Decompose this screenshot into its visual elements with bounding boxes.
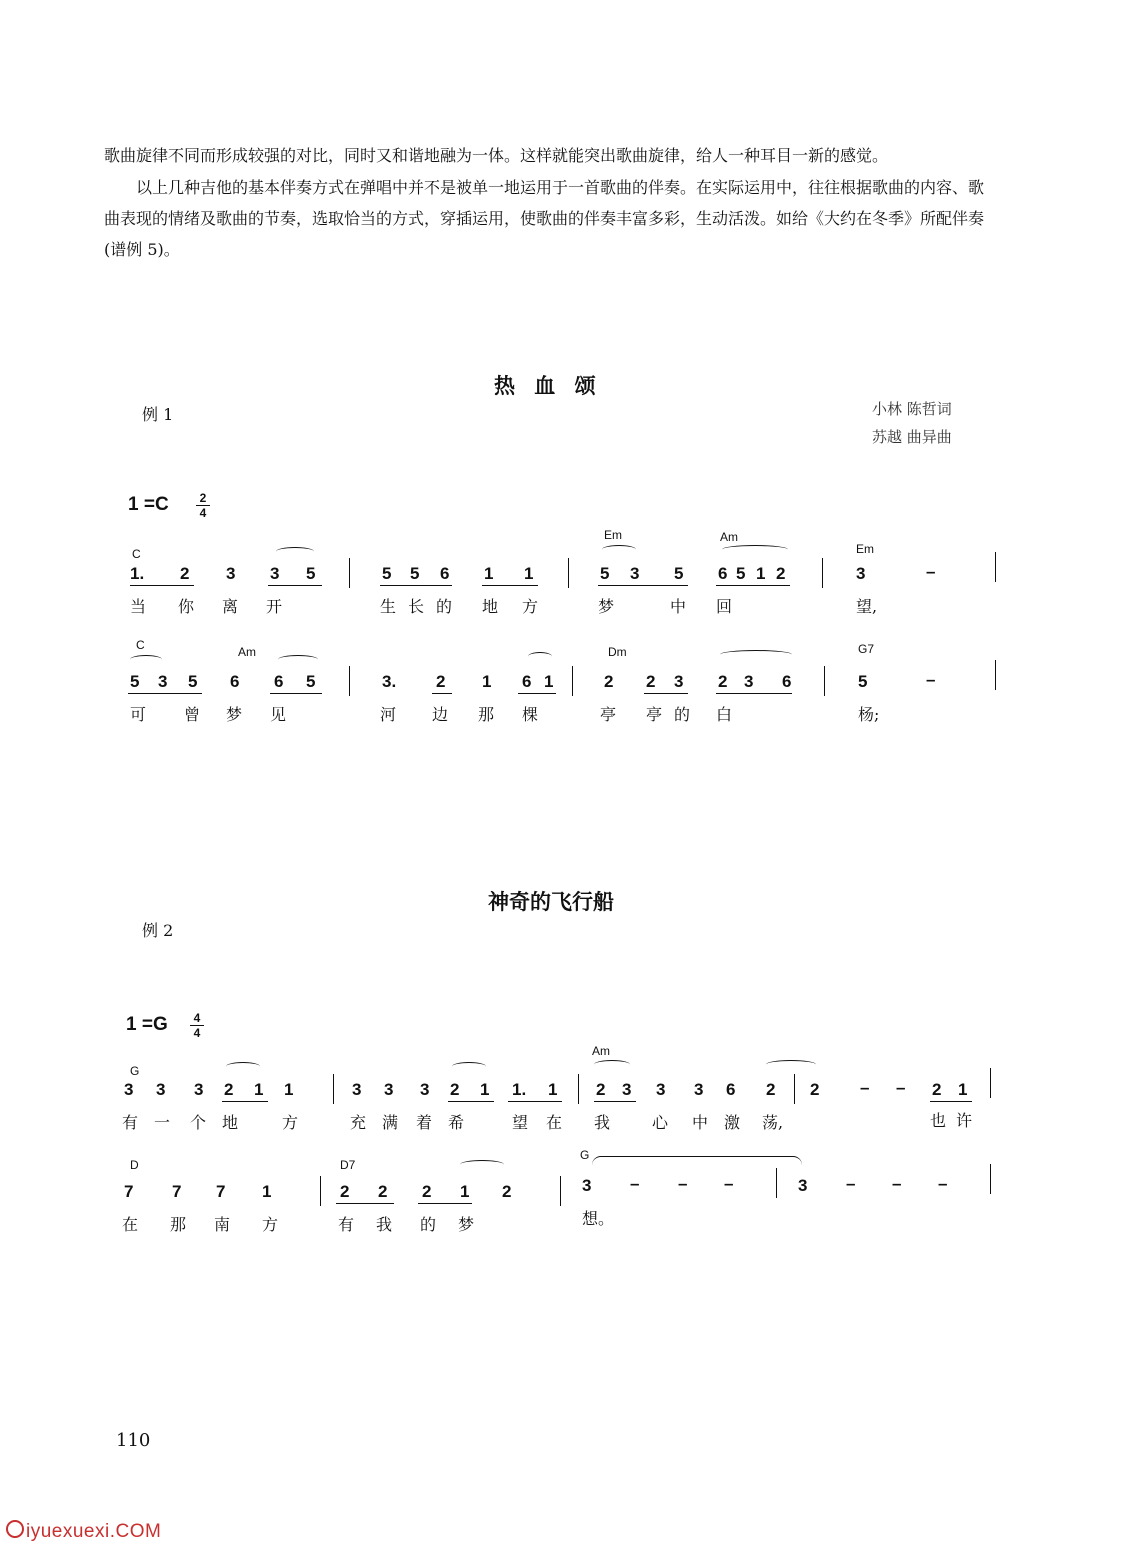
barline — [824, 666, 825, 696]
note: 7 — [216, 1182, 226, 1201]
beam — [930, 1101, 972, 1102]
note: – — [926, 670, 936, 689]
beam — [130, 585, 194, 586]
note: 1 — [482, 672, 492, 691]
barline — [794, 1074, 795, 1104]
lyric: 可 — [130, 705, 147, 724]
beam — [598, 585, 688, 586]
chord: Dm — [608, 645, 627, 659]
note: 1 — [958, 1080, 968, 1099]
note: 3 — [674, 672, 684, 691]
note: 6 — [230, 672, 240, 691]
note: 2 — [422, 1182, 432, 1201]
chord: G — [580, 1148, 590, 1162]
note: – — [846, 1174, 856, 1193]
lyric: 望, — [856, 597, 878, 616]
note: – — [630, 1174, 640, 1193]
lyric: 开 — [266, 597, 283, 616]
note: 3 — [124, 1080, 134, 1099]
lyric: 生 — [380, 597, 397, 616]
watermark-text: iyuexuexi.COM — [26, 1521, 162, 1542]
lyric: 希 — [448, 1113, 465, 1132]
note: 3 — [158, 672, 168, 691]
lyric: 心 — [652, 1113, 669, 1132]
tie — [278, 655, 318, 664]
note: 3 — [582, 1176, 592, 1195]
note: 1. — [130, 564, 145, 583]
lyric: 梦 — [598, 597, 615, 616]
tie — [528, 652, 552, 661]
note: 1 — [262, 1182, 272, 1201]
lyric: 南 — [214, 1215, 231, 1234]
credit-music-1: 苏越 曲异曲 — [872, 428, 952, 446]
note: 3 — [622, 1080, 632, 1099]
example-label-1: 例 1 — [142, 405, 174, 424]
lyric: 中 — [692, 1113, 709, 1132]
note: 3 — [352, 1080, 362, 1099]
lyric: 在 — [122, 1215, 139, 1234]
note: – — [896, 1078, 906, 1097]
watermark — [6, 1520, 161, 1543]
note: 5 — [188, 672, 198, 691]
note: 1 — [756, 564, 766, 583]
lyric: 荡, — [762, 1113, 784, 1132]
note: 3 — [744, 672, 754, 691]
note: 5 — [130, 672, 140, 691]
note: 3 — [630, 564, 640, 583]
note: – — [926, 562, 936, 581]
tie — [460, 1160, 504, 1169]
note: – — [938, 1174, 948, 1193]
lyric: 的 — [420, 1215, 437, 1234]
tie — [602, 545, 636, 554]
note: 2 — [340, 1182, 350, 1201]
note: – — [860, 1078, 870, 1097]
barline — [578, 1074, 579, 1104]
lyric: 激 — [724, 1113, 741, 1132]
note: 2 — [766, 1080, 776, 1099]
note: 2 — [450, 1080, 460, 1099]
chord: C — [132, 547, 141, 561]
note: 2 — [180, 564, 190, 583]
lyric: 你 — [178, 597, 195, 616]
note: 5 — [410, 564, 420, 583]
barline — [320, 1176, 321, 1206]
note: 1. — [512, 1080, 527, 1099]
note: 2 — [810, 1080, 820, 1099]
tie — [594, 1060, 630, 1069]
beam — [644, 693, 688, 694]
note: 6 — [274, 672, 284, 691]
note: 5 — [858, 672, 868, 691]
lyric: 有 — [338, 1215, 355, 1234]
lyric: 河 — [380, 705, 397, 724]
lyric: 亭 — [646, 705, 663, 724]
tie — [720, 650, 792, 659]
beam — [432, 693, 452, 694]
lyric: 那 — [170, 1215, 187, 1234]
barline — [349, 558, 350, 588]
note: 3 — [194, 1080, 204, 1099]
key-signature-2: 1 =G — [126, 1014, 168, 1035]
note: – — [892, 1174, 902, 1193]
time-signature-2 — [190, 1012, 204, 1039]
barline — [349, 666, 350, 696]
note: 3 — [156, 1080, 166, 1099]
lyric: 的 — [674, 705, 691, 724]
tie — [226, 1062, 260, 1071]
paragraph-1: 歌曲旋律不同而形成较强的对比，同时又和谐地融为一体。这样就能突出歌曲旋律，给人一种耳目一新的感觉。 — [104, 146, 889, 165]
note: 2 — [932, 1080, 942, 1099]
note: 5 — [736, 564, 746, 583]
lyric: 有 — [122, 1113, 139, 1132]
note: 2 — [604, 672, 614, 691]
lyric: 个 — [190, 1113, 207, 1132]
note: 3. — [382, 672, 397, 691]
beam — [482, 585, 538, 586]
barline — [990, 1164, 991, 1194]
lyric: 方 — [282, 1113, 299, 1132]
note: 5 — [674, 564, 684, 583]
note: 3 — [420, 1080, 430, 1099]
lyric: 方 — [262, 1215, 279, 1234]
barline — [995, 660, 996, 690]
time-top-2: 4 — [193, 1011, 201, 1025]
note: 1 — [254, 1080, 264, 1099]
page-number: 110 — [116, 1430, 151, 1451]
chord: D7 — [340, 1158, 356, 1172]
note: 6 — [782, 672, 792, 691]
chord: D — [130, 1158, 139, 1172]
note: 5 — [382, 564, 392, 583]
note: 7 — [172, 1182, 182, 1201]
barline — [995, 552, 996, 582]
lyric: 也 — [930, 1111, 947, 1130]
lyric: 的 — [436, 597, 453, 616]
lyric: 边 — [432, 705, 449, 724]
chord: Am — [592, 1044, 610, 1058]
beam — [336, 1203, 394, 1204]
note: 3 — [270, 564, 280, 583]
beam — [716, 585, 790, 586]
chord: G7 — [858, 642, 875, 656]
barline — [333, 1074, 334, 1104]
note: 6 — [440, 564, 450, 583]
note: 2 — [436, 672, 446, 691]
barline — [568, 558, 569, 588]
lyric: 一 — [154, 1113, 171, 1132]
lyric: 白 — [716, 705, 733, 724]
lyric: 满 — [382, 1113, 399, 1132]
lyric: 那 — [478, 705, 495, 724]
lyric: 望 — [512, 1113, 529, 1132]
note: 1 — [544, 672, 554, 691]
barline — [822, 558, 823, 588]
lyric: 当 — [130, 597, 147, 616]
beam — [268, 585, 322, 586]
tie — [592, 1156, 802, 1165]
beam — [128, 693, 202, 694]
note: 2 — [776, 564, 786, 583]
note: 5 — [306, 564, 316, 583]
chord: Em — [604, 528, 622, 542]
lyric: 我 — [594, 1113, 611, 1132]
lyric: 离 — [222, 597, 239, 616]
note: 2 — [596, 1080, 606, 1099]
beam — [594, 1101, 636, 1102]
note: 2 — [224, 1080, 234, 1099]
tie — [130, 655, 162, 664]
lyric: 充 — [350, 1113, 367, 1132]
note: – — [724, 1174, 734, 1193]
tie — [452, 1062, 486, 1071]
lyric: 长 — [408, 597, 425, 616]
barline — [560, 1176, 561, 1206]
note: 1 — [548, 1080, 558, 1099]
lyric: 想。 — [582, 1209, 615, 1228]
note: 1 — [484, 564, 494, 583]
chord: G — [130, 1064, 140, 1078]
time-bottom-1: 4 — [199, 506, 207, 520]
beam — [448, 1101, 494, 1102]
note: 3 — [798, 1176, 808, 1195]
key-signature-1: 1 =C — [128, 494, 169, 515]
q-logo-icon — [6, 1520, 24, 1538]
lyric: 在 — [546, 1113, 563, 1132]
note: 2 — [718, 672, 728, 691]
example-label-2: 例 2 — [142, 921, 174, 940]
song-title-2: 神奇的飞行船 — [488, 890, 614, 914]
beam — [270, 693, 322, 694]
tie — [722, 545, 788, 554]
lyric: 着 — [416, 1113, 433, 1132]
note: 3 — [384, 1080, 394, 1099]
beam — [518, 693, 556, 694]
note: 3 — [694, 1080, 704, 1099]
lyric: 亭 — [600, 705, 617, 724]
note: 6 — [522, 672, 532, 691]
note: 2 — [378, 1182, 388, 1201]
lyric: 棵 — [522, 705, 539, 724]
barline — [572, 666, 573, 696]
time-top-1: 2 — [199, 491, 207, 505]
note: 1 — [284, 1080, 294, 1099]
note: 5 — [306, 672, 316, 691]
lyric: 梦 — [226, 705, 243, 724]
lyric: 梦 — [458, 1215, 475, 1234]
lyric: 地 — [222, 1113, 239, 1132]
note: 3 — [226, 564, 236, 583]
paragraph-2: 以上几种吉他的基本伴奏方式在弹唱中并不是被单一地运用于一首歌曲的伴奏。在实际运用中，往往根据歌曲的内容、歌曲表现的情绪及歌曲的节奏，选取恰当的方式，穿插运用，使歌曲的伴奏丰富多彩，生动活泼。如给《大约在冬季》所配伴奏(谱例 5)。 — [104, 178, 985, 259]
barline — [990, 1068, 991, 1098]
note: 2 — [646, 672, 656, 691]
note: 3 — [856, 564, 866, 583]
lyric: 我 — [376, 1215, 393, 1234]
chord: Am — [720, 530, 738, 544]
time-bottom-2: 4 — [193, 1026, 201, 1040]
lyric: 杨; — [858, 705, 880, 724]
chord: Em — [856, 542, 874, 556]
note: – — [678, 1174, 688, 1193]
lyric: 中 — [670, 597, 687, 616]
chord: C — [136, 638, 145, 652]
lyric: 方 — [522, 597, 539, 616]
note: 3 — [656, 1080, 666, 1099]
chord: Am — [238, 645, 256, 659]
credit-lyrics-1: 小林 陈哲词 — [872, 400, 952, 418]
beam — [716, 693, 792, 694]
beam — [380, 585, 452, 586]
beam — [508, 1101, 562, 1102]
note: 1 — [480, 1080, 490, 1099]
song-title-1: 热 血 颂 — [494, 374, 602, 398]
note: 5 — [600, 564, 610, 583]
lyric: 许 — [956, 1111, 973, 1130]
note: 6 — [718, 564, 728, 583]
note: 1 — [460, 1182, 470, 1201]
lyric: 曾 — [184, 705, 201, 724]
beam — [222, 1101, 268, 1102]
note: 6 — [726, 1080, 736, 1099]
barline — [776, 1168, 777, 1198]
lyric: 地 — [482, 597, 499, 616]
time-signature-1 — [196, 492, 210, 519]
beam — [418, 1203, 472, 1204]
lyric: 回 — [716, 597, 733, 616]
note: 2 — [502, 1182, 512, 1201]
tie — [766, 1060, 816, 1069]
tie — [276, 547, 314, 556]
note: 7 — [124, 1182, 134, 1201]
note: 1 — [524, 564, 534, 583]
lyric: 见 — [270, 705, 287, 724]
